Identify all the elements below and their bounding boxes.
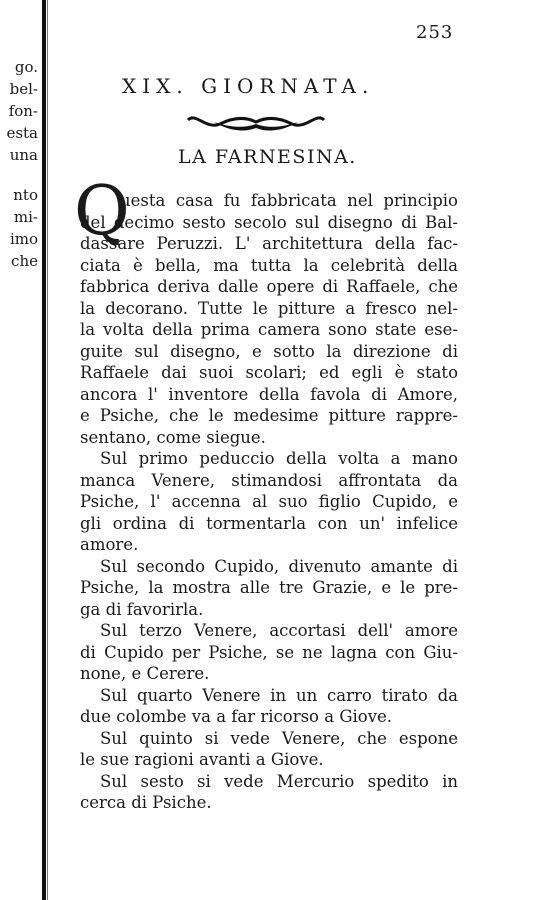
text-line: la decorano. Tutte le pitture a fresco nel- xyxy=(80,298,458,318)
fragment: go. xyxy=(14,58,38,76)
text-line: cerca di Psiche. xyxy=(80,793,212,812)
binding-gutter xyxy=(42,0,46,900)
text-line: gli ordina di tormentarla con un' infelice xyxy=(80,513,458,533)
text-line: Psiche, l' accenna al suo figlio Cupido, e xyxy=(80,492,458,511)
text-line: fabbrica deriva dalle opere di Raffaele, che xyxy=(80,277,458,296)
text-line: uesta casa fu fabbricata nel principio xyxy=(120,191,458,210)
text-line: amore. xyxy=(80,535,139,554)
text-line: Sul primo peduccio della volta a mano xyxy=(100,449,458,468)
fragment: esta xyxy=(6,124,38,142)
section-title: LA FARNESINA. xyxy=(178,146,357,168)
fragment: fon- xyxy=(8,102,38,120)
ornament-divider xyxy=(186,108,326,134)
text-line: le sue ragioni avanti a Giove. xyxy=(80,750,324,769)
text-line: due colombe va a far ricorso a Giove. xyxy=(80,707,393,726)
fragment: che xyxy=(11,252,38,270)
running-head: XIX. GIORNATA. xyxy=(122,74,375,98)
fragment: imo xyxy=(9,230,38,248)
fragment: una xyxy=(9,146,38,164)
text-line: Psiche, la mostra alle tre Grazie, e le pre- xyxy=(80,578,458,597)
body-text xyxy=(80,190,458,814)
text-line: ancora l' inventore della favola di Amore, xyxy=(80,384,458,404)
fragment: mi- xyxy=(13,208,38,226)
text-line: e Psiche, che le medesime pitture rappre- xyxy=(80,406,458,425)
text-line: del decimo sesto secolo sul disegno di Bal- xyxy=(80,212,458,232)
text-line: Sul secondo Cupido, divenuto amante di xyxy=(100,556,458,576)
binding-gutter-shadow xyxy=(47,0,48,900)
text-line: dassare Peruzzi. L' architettura della fac- xyxy=(80,234,458,253)
text-line: manca Venere, stimandosi affrontata da xyxy=(80,470,458,490)
text-line: Raffaele dai suoi scolari; ed egli è stato xyxy=(80,363,458,382)
text-line: Sul terzo Venere, accortasi dell' amore xyxy=(100,621,458,640)
text-line: guite sul disegno, e sotto la direzione di xyxy=(80,341,458,361)
text-line: Sul quinto si vede Venere, che espone xyxy=(100,728,458,748)
drop-cap: Q xyxy=(74,172,130,251)
text-line: Sul sesto si vede Mercurio spedito in xyxy=(100,771,458,791)
text-line: none, e Cerere. xyxy=(80,664,210,683)
text-line: di Cupido per Psiche, se ne lagna con Giu- xyxy=(80,642,458,662)
text-line: ciata è bella, ma tutta la celebrità della xyxy=(80,255,458,275)
facing-page-fragments xyxy=(0,56,38,272)
fragment: bel- xyxy=(9,80,38,98)
text-line: la volta della prima camera sono state ese- xyxy=(80,320,458,339)
text-line: sentano, come siegue. xyxy=(80,427,266,447)
page-number: 253 xyxy=(416,22,454,43)
fragment: nto xyxy=(13,186,38,204)
text-line: ga di favorirla. xyxy=(80,599,204,619)
text-line: Sul quarto Venere in un carro tirato da xyxy=(100,685,458,705)
